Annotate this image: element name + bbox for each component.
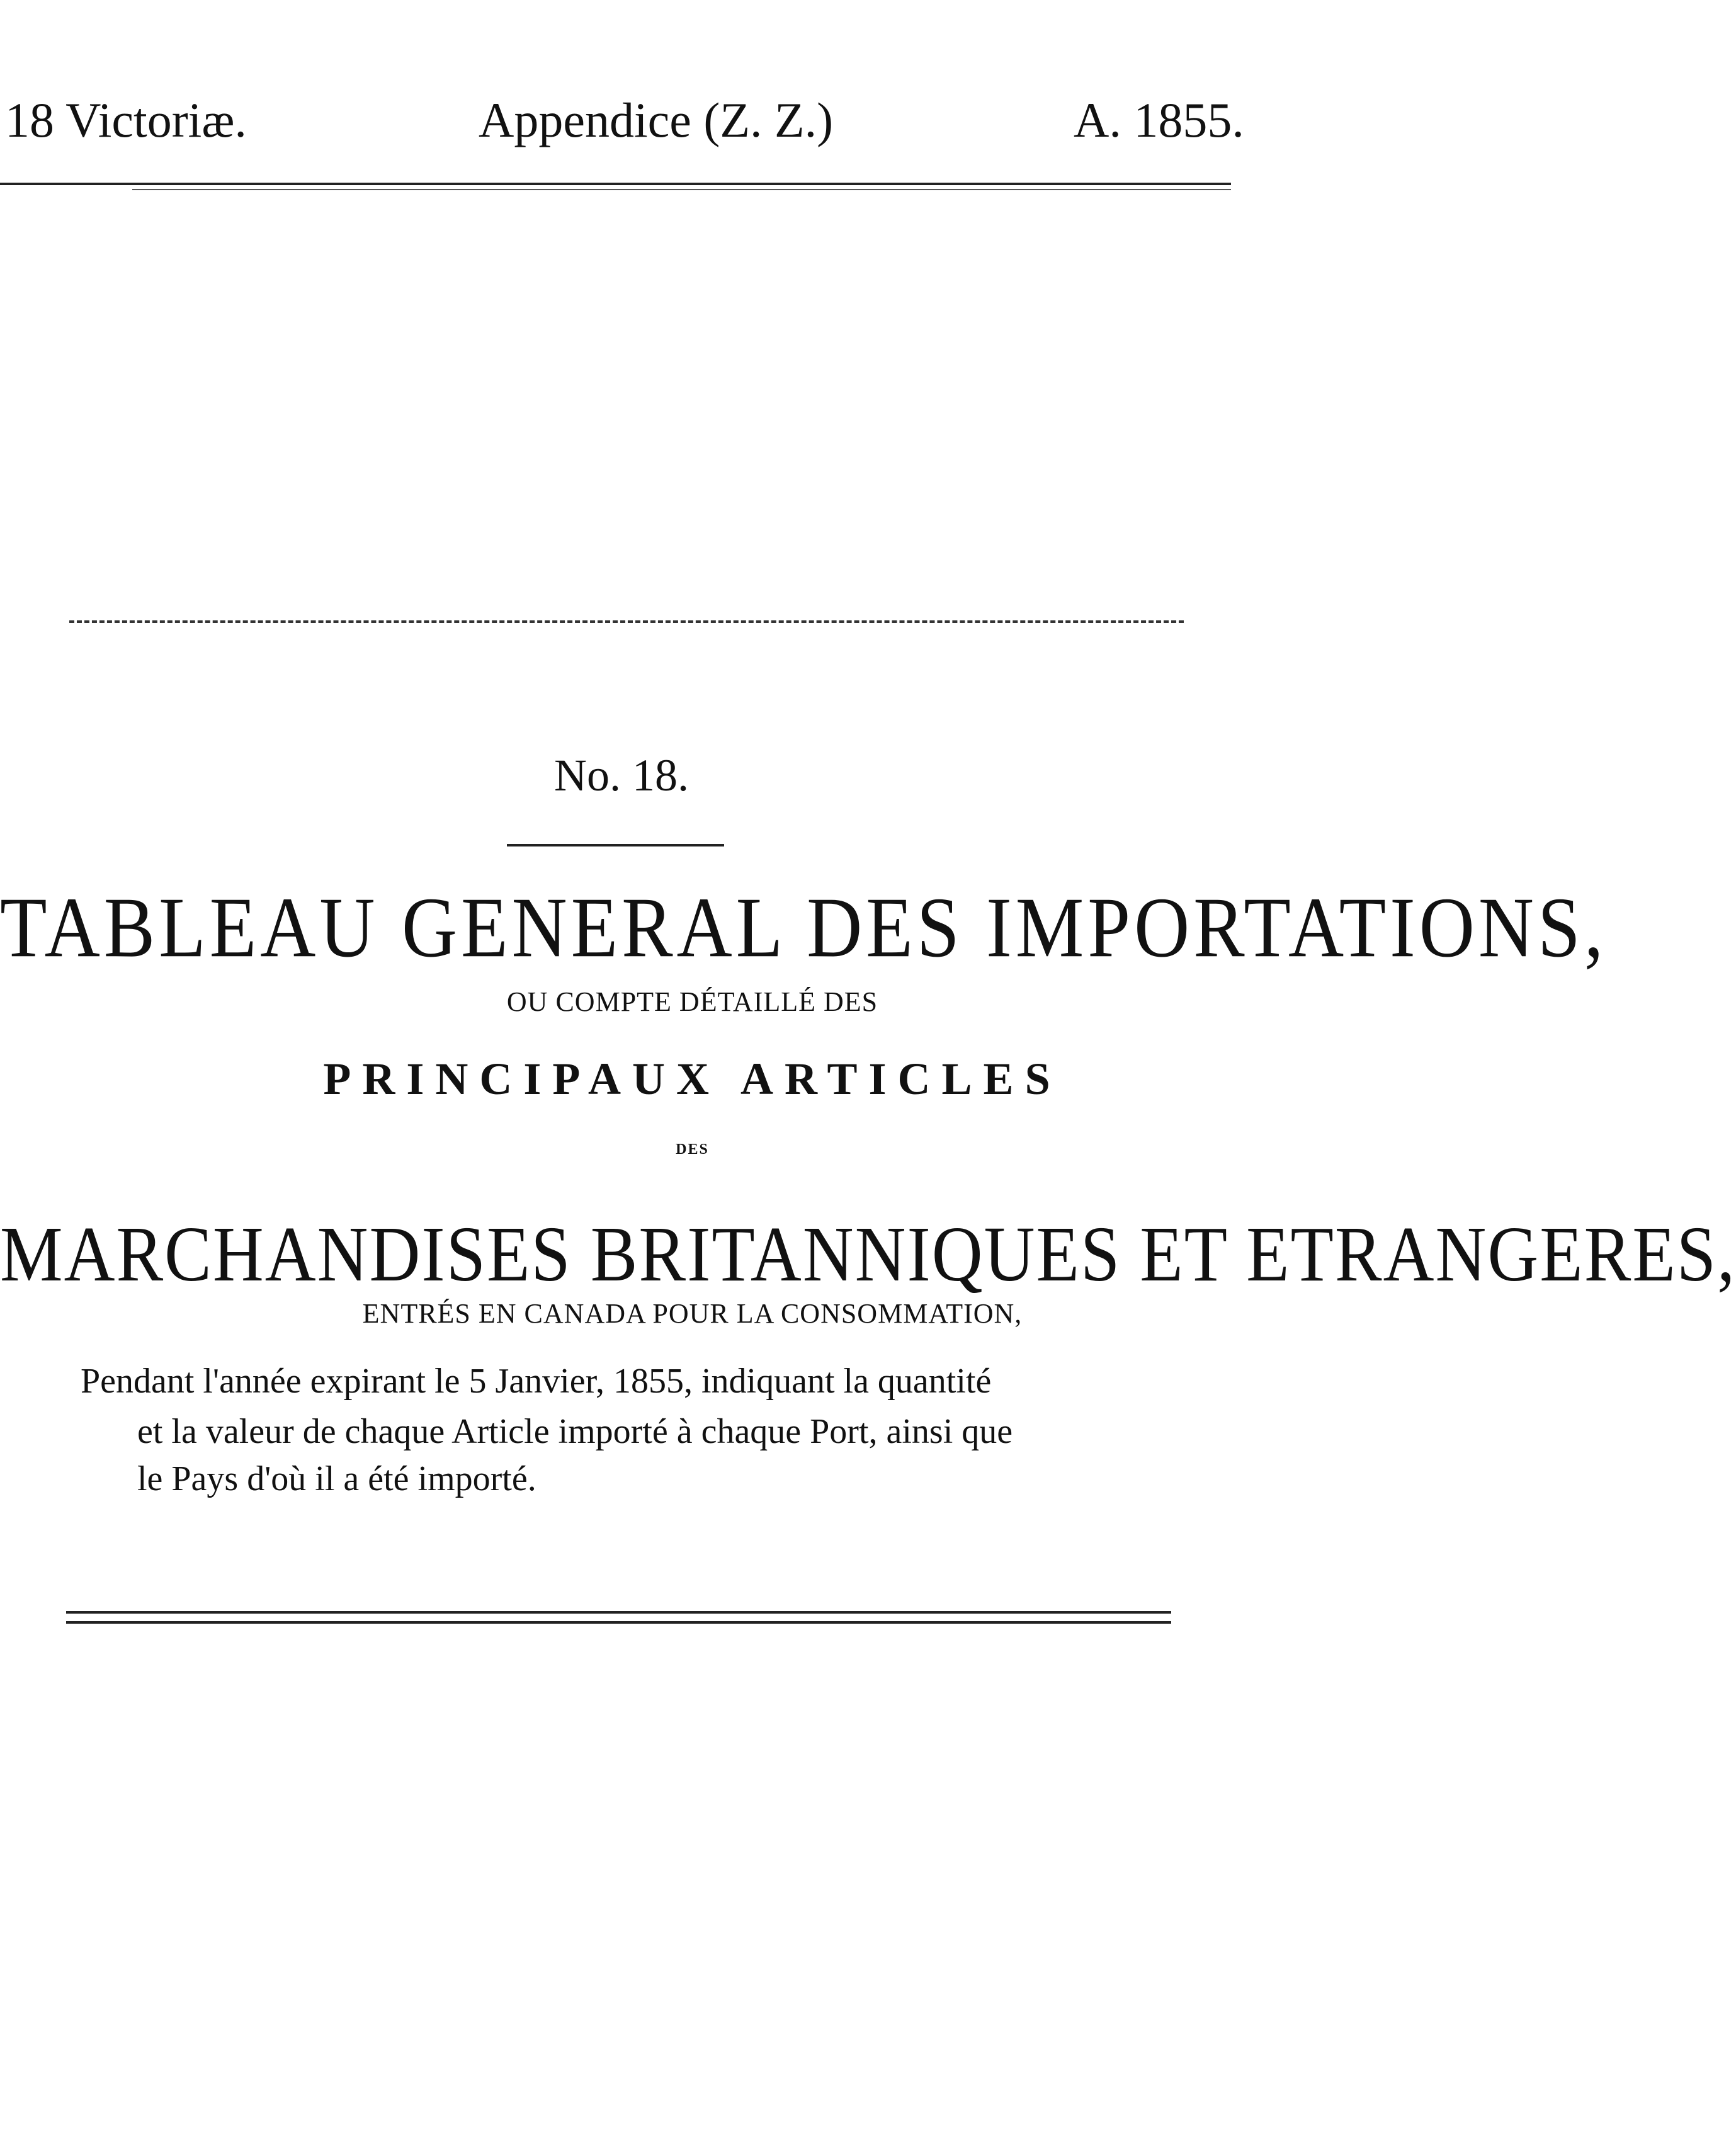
subtitle-line-1: OU COMPTE DÉTAILLÉ DES <box>506 986 878 1017</box>
description-line-3: le Pays d'où il a été importé. <box>137 1459 536 1498</box>
description-line-1: Pendant l'année expirant le 5 Janvier, 1855, indiquant la quantité <box>81 1362 992 1401</box>
header-rule-thin <box>132 189 1231 190</box>
main-title: TABLEAU GENERAL DES IMPORTATIONS, <box>0 880 1608 976</box>
header-rule <box>0 183 1231 185</box>
closing-rule-top <box>66 1611 1171 1614</box>
header-volume: 18 Victoriæ. <box>5 93 247 147</box>
dashed-divider <box>69 620 1184 623</box>
closing-rule-bottom <box>66 1621 1171 1624</box>
description-line-2: et la valeur de chaque Article importé à chaque Port, ainsi que <box>137 1412 1013 1451</box>
subtitle-line-4: MARCHANDISES BRITANNIQUES ET ETRANGERES, <box>0 1211 1736 1299</box>
subtitle-line-2: PRINCIPAUX ARTICLES <box>323 1054 1062 1104</box>
header-appendix: Appendice (Z. Z.) <box>479 93 834 147</box>
number-underline <box>507 844 724 846</box>
subtitle-line-5: ENTRÉS EN CANADA POUR LA CONSOMMATION, <box>362 1298 1023 1329</box>
document-number: No. 18. <box>554 750 689 801</box>
subtitle-line-3: DES <box>676 1141 709 1158</box>
header-year: A. 1855. <box>1074 93 1244 147</box>
